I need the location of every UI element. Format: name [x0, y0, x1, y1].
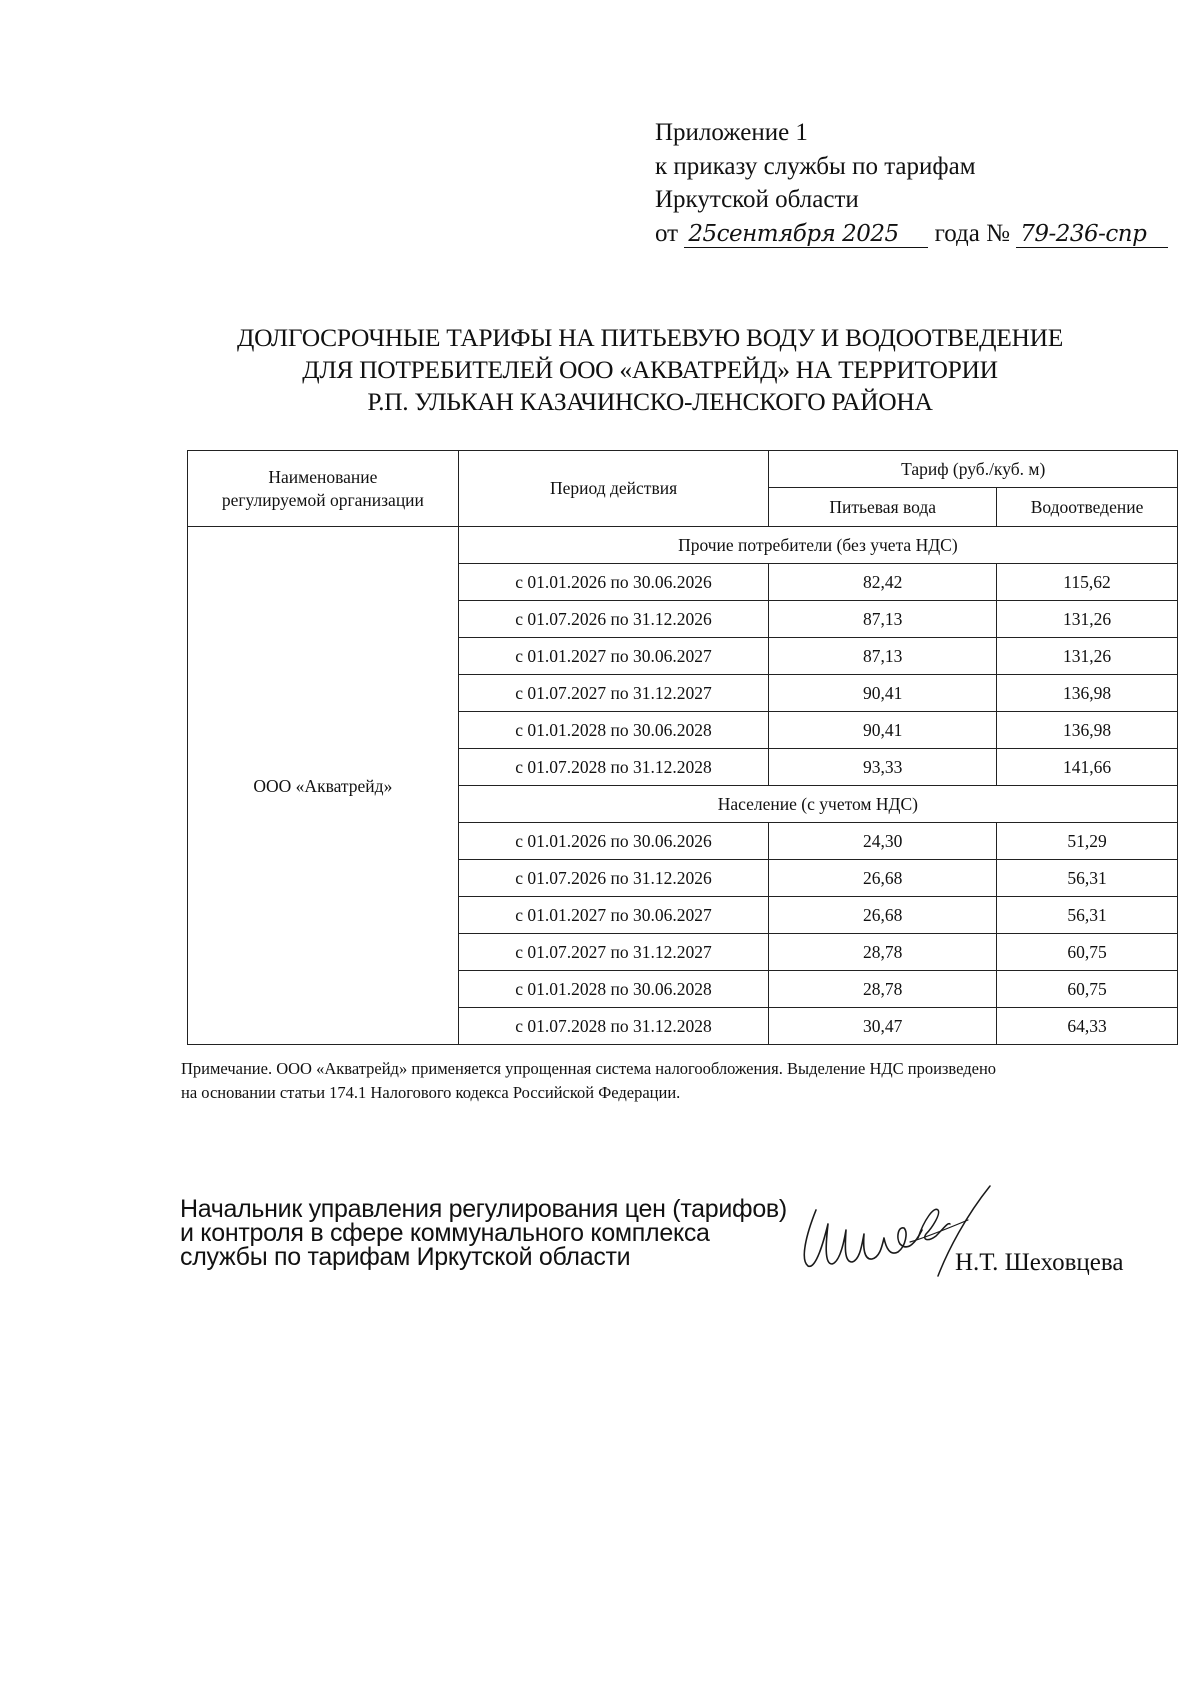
order-date-handwritten: 25сентября 2025	[688, 220, 899, 247]
title-line-2: ДЛЯ ПОТРЕБИТЕЛЕЙ ООО «АКВАТРЕЙД» НА ТЕРРИТОРИИ	[302, 355, 998, 384]
sewer-cell: 141,66	[997, 749, 1178, 786]
from-label: от	[655, 219, 679, 247]
appendix-line-1: Приложение 1	[655, 119, 808, 146]
order-date-field	[684, 221, 928, 248]
sewer-cell: 51,29	[997, 823, 1178, 860]
sewer-cell: 131,26	[997, 638, 1178, 675]
table-note	[181, 1057, 1181, 1105]
header-period: Период действия	[458, 451, 769, 527]
appendix-header	[655, 116, 1168, 250]
org-name-cell: ООО «Акватрейд»	[188, 527, 459, 1045]
signatory-line-2: и контроля в сфере коммунального комплекса	[180, 1219, 710, 1247]
note-line-2: на основании статьи 174.1 Налогового кодекса Российской Федерации.	[181, 1083, 681, 1102]
header-tariff: Тариф (руб./куб. м)	[769, 451, 1178, 488]
period-cell: с 01.01.2027 по 30.06.2027	[458, 897, 769, 934]
period-cell: с 01.01.2027 по 30.06.2027	[458, 638, 769, 675]
signatory-line-1: Начальник управления регулирования цен (тарифов)	[180, 1195, 787, 1223]
period-cell: с 01.01.2026 по 30.06.2026	[458, 564, 769, 601]
signatory-title	[180, 1197, 787, 1269]
table-header-row-1	[188, 451, 1178, 488]
period-cell: с 01.07.2028 по 31.12.2028	[458, 749, 769, 786]
group-label-other: Прочие потребители (без учета НДС)	[458, 527, 1177, 564]
header-org-line-2: регулируемой организации	[221, 489, 424, 510]
order-number-handwritten: 79-236-спр	[1020, 220, 1147, 247]
water-cell: 24,30	[769, 823, 997, 860]
water-cell: 90,41	[769, 675, 997, 712]
header-org-line-1: Наименование	[268, 466, 378, 487]
sewer-cell: 60,75	[997, 971, 1178, 1008]
signatory-line-3: службы по тарифам Иркутской области	[180, 1243, 631, 1271]
period-cell: с 01.01.2026 по 30.06.2026	[458, 823, 769, 860]
sewer-cell: 136,98	[997, 712, 1178, 749]
appendix-line-2: к приказу службы по тарифам	[655, 152, 976, 180]
sewer-cell: 56,31	[997, 897, 1178, 934]
sewer-cell: 56,31	[997, 860, 1178, 897]
sewer-cell: 115,62	[997, 564, 1178, 601]
water-cell: 30,47	[769, 1008, 997, 1045]
sewer-cell: 136,98	[997, 675, 1178, 712]
header-org	[188, 451, 459, 527]
sewer-cell: 60,75	[997, 934, 1178, 971]
order-number-field	[1016, 221, 1168, 248]
water-cell: 82,42	[769, 564, 997, 601]
water-cell: 93,33	[769, 749, 997, 786]
appendix-date-line	[655, 217, 1168, 251]
document-title	[150, 322, 1150, 418]
water-cell: 90,41	[769, 712, 997, 749]
note-line-1: Примечание. ООО «Акватрейд» применяется упрощенная система налогообложения. Выделение НДС произведено	[181, 1059, 997, 1078]
period-cell: с 01.07.2028 по 31.12.2028	[458, 1008, 769, 1045]
sewer-cell: 64,33	[997, 1008, 1178, 1045]
period-cell: с 01.07.2027 по 31.12.2027	[458, 675, 769, 712]
water-cell: 87,13	[769, 601, 997, 638]
title-line-3: Р.П. УЛЬКАН КАЗАЧИНСКО-ЛЕНСКОГО РАЙОНА	[367, 387, 933, 416]
water-cell: 28,78	[769, 934, 997, 971]
appendix-line-3: Иркутской области	[655, 186, 859, 213]
group-row-other	[188, 527, 1178, 564]
signatory-name: Н.Т. Шеховцева	[955, 1249, 1124, 1276]
period-cell: с 01.07.2027 по 31.12.2027	[458, 934, 769, 971]
tariffs-table	[187, 450, 1178, 1045]
period-cell: с 01.01.2028 по 30.06.2028	[458, 971, 769, 1008]
period-cell: с 01.07.2026 по 31.12.2026	[458, 860, 769, 897]
water-cell: 28,78	[769, 971, 997, 1008]
water-cell: 87,13	[769, 638, 997, 675]
period-cell: с 01.01.2028 по 30.06.2028	[458, 712, 769, 749]
year-number-label: года №	[934, 219, 1010, 247]
water-cell: 26,68	[769, 860, 997, 897]
title-line-1: ДОЛГОСРОЧНЫЕ ТАРИФЫ НА ПИТЬЕВУЮ ВОДУ И ВОДООТВЕДЕНИЕ	[236, 323, 1063, 352]
period-cell: с 01.07.2026 по 31.12.2026	[458, 601, 769, 638]
group-label-population: Население (с учетом НДС)	[458, 786, 1177, 823]
sewer-cell: 131,26	[997, 601, 1178, 638]
header-sewer: Водоотведение	[997, 488, 1178, 527]
header-water: Питьевая вода	[769, 488, 997, 527]
water-cell: 26,68	[769, 897, 997, 934]
